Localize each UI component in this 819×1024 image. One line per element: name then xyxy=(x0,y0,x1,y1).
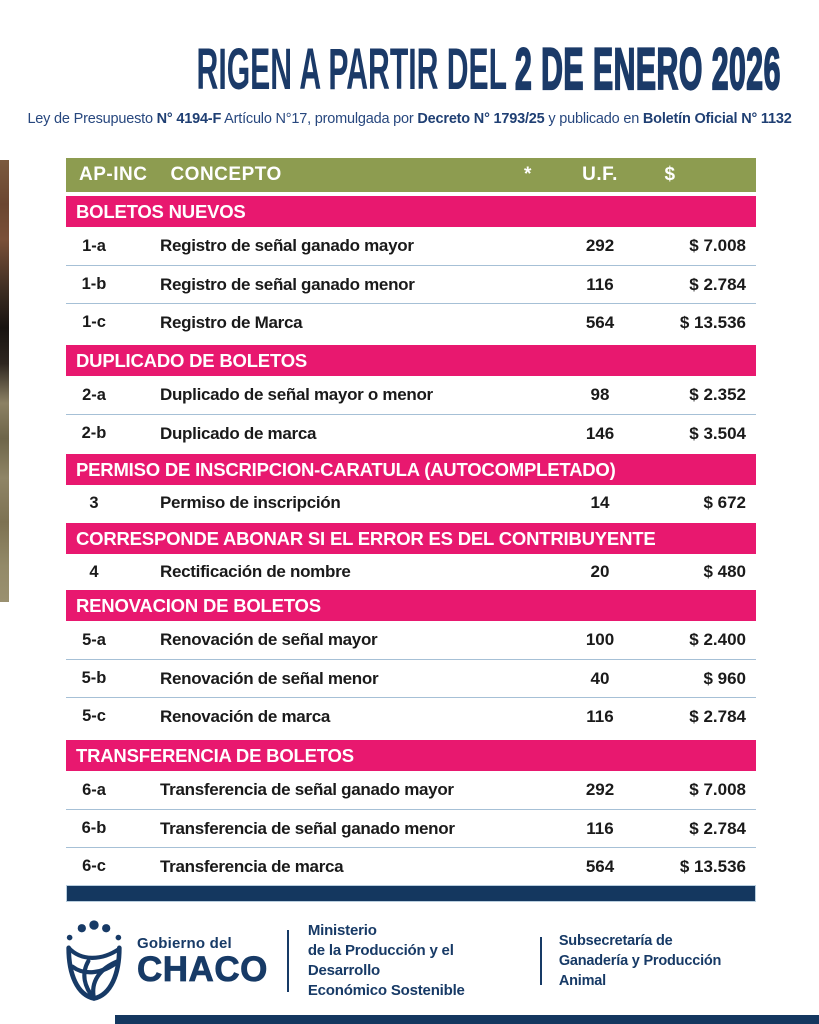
row-concept: Duplicado de marca xyxy=(160,423,317,443)
row-code: 1-c xyxy=(82,313,106,331)
row-code: 4 xyxy=(89,562,99,581)
row-uf-value: 14 xyxy=(590,493,610,512)
row-uf-value: 98 xyxy=(590,385,610,404)
subtitle-text: y publicado en xyxy=(544,111,643,127)
table-row xyxy=(66,809,756,847)
table-row xyxy=(66,621,756,659)
table-row xyxy=(66,414,756,452)
column-header-concepto: CONCEPTO xyxy=(170,164,282,185)
column-header-uf: U.F. xyxy=(582,164,618,185)
row-uf-value: 564 xyxy=(585,856,615,876)
footer-divider xyxy=(540,937,542,985)
ministry-line: Ministerio xyxy=(307,922,377,940)
row-concept: Renovación de marca xyxy=(160,706,331,726)
bulletin-number: Boletín Oficial N° 1132 xyxy=(642,111,792,127)
row-uf-value: 564 xyxy=(585,312,615,332)
row-code: 6-b xyxy=(81,819,107,837)
row-code: 6-a xyxy=(82,780,106,799)
table-row xyxy=(66,771,756,809)
table-row xyxy=(66,847,756,885)
row-concept: Transferencia de marca xyxy=(160,856,344,876)
row-code: 5-c xyxy=(82,707,106,725)
page-title-regular: RIGEN A PARTIR DEL xyxy=(196,37,515,102)
section-header-duplicado-boletos: DUPLICADO DE BOLETOS xyxy=(66,345,756,376)
row-price: $ 2.352 xyxy=(689,385,746,404)
section-rows xyxy=(66,376,756,452)
ministry-block xyxy=(308,921,521,1000)
row-uf-value: 292 xyxy=(585,780,615,799)
chaco-government-logo-icon xyxy=(64,919,124,1003)
legal-subtitle xyxy=(0,111,819,127)
row-price: $ 480 xyxy=(703,562,746,581)
tariff-table xyxy=(66,158,756,902)
footer-divider xyxy=(287,930,289,992)
subtitle-text: Artículo N°17, promulgada por xyxy=(221,111,418,127)
row-code: 2-a xyxy=(82,385,106,404)
row-price: $ 2.784 xyxy=(689,818,746,838)
table-row xyxy=(66,485,756,521)
subsecretaria-block xyxy=(559,931,763,992)
row-uf-value: 116 xyxy=(586,274,614,294)
page-title-date: 2 DE ENERO 2026 xyxy=(514,37,781,102)
table-row xyxy=(66,697,756,735)
row-code: 1-a xyxy=(82,236,106,255)
row-uf-value: 100 xyxy=(585,630,615,649)
subsecretaria-line: Ganadería y Producción Animal xyxy=(558,952,722,990)
law-number: N° 4194-F xyxy=(156,111,222,127)
row-code: 5-b xyxy=(81,669,107,687)
section-header-boletos-nuevos: BOLETOS NUEVOS xyxy=(66,196,756,227)
table-row xyxy=(66,227,756,265)
row-uf-value: 116 xyxy=(586,818,614,838)
table-row xyxy=(66,554,756,590)
row-uf-value: 20 xyxy=(590,562,610,581)
section-header-renovacion-boletos: RENOVACION DE BOLETOS xyxy=(66,590,756,621)
section-rows xyxy=(66,227,756,341)
logo-wordmark xyxy=(137,935,268,988)
background-photo-strip xyxy=(0,160,9,602)
section-rows xyxy=(66,554,756,590)
row-concept: Permiso de inscripción xyxy=(160,493,341,512)
row-code: 5-a xyxy=(82,630,106,649)
table-row xyxy=(66,659,756,697)
row-concept: Rectificación de nombre xyxy=(160,562,351,581)
row-code: 6-c xyxy=(82,857,106,875)
section-rows xyxy=(66,485,756,521)
row-concept: Renovación de señal menor xyxy=(160,668,379,688)
ministry-line: Económico Sostenible xyxy=(307,981,465,999)
section-rows xyxy=(66,771,756,885)
row-uf-value: 116 xyxy=(586,706,614,726)
row-price: $ 7.008 xyxy=(689,236,746,255)
section-header-transferencia-boletos: TRANSFERENCIA DE BOLETOS xyxy=(66,740,756,771)
footer xyxy=(64,916,763,1006)
row-price: $ 2.400 xyxy=(689,630,746,649)
column-header-star: * xyxy=(524,164,532,185)
row-price: $ 960 xyxy=(703,668,746,688)
row-concept: Transferencia de señal ganado mayor xyxy=(160,780,454,799)
subtitle-text: Ley de Presupuesto xyxy=(27,111,157,127)
row-uf-value: 292 xyxy=(585,236,615,255)
row-concept: Registro de señal ganado mayor xyxy=(160,236,414,255)
row-code: 3 xyxy=(89,493,99,512)
column-header-price: $ xyxy=(664,164,676,185)
row-concept: Duplicado de señal mayor o menor xyxy=(160,385,433,404)
table-row xyxy=(66,376,756,414)
column-header-ap-inc: AP-INC xyxy=(79,164,148,185)
row-concept: Transferencia de señal ganado menor xyxy=(160,818,455,838)
page-title xyxy=(196,37,781,102)
gobierno-del-label: Gobierno del xyxy=(137,934,232,952)
bottom-accent-bar xyxy=(115,1015,819,1024)
section-header-corresponde-abonar: CORRESPONDE ABONAR SI EL ERROR ES DEL CONTRIBUYENTE xyxy=(66,523,756,554)
row-price: $ 13.536 xyxy=(679,312,746,332)
section-header-permiso-inscripcion: PERMISO DE INSCRIPCION-CARATULA (AUTOCOMPLETADO) xyxy=(66,454,756,485)
row-uf-value: 146 xyxy=(585,423,615,443)
table-header-row xyxy=(66,158,756,192)
table-row xyxy=(66,265,756,303)
row-price: $ 672 xyxy=(703,493,746,512)
table-bottom-bar xyxy=(66,885,756,902)
chaco-wordmark: CHACO xyxy=(137,949,268,989)
row-concept: Registro de Marca xyxy=(160,312,303,332)
row-code: 2-b xyxy=(81,424,107,442)
ministry-line: de la Producción y el Desarrollo xyxy=(307,942,454,979)
row-concept: Registro de señal ganado menor xyxy=(160,274,415,294)
subsecretaria-line: Subsecretaría de xyxy=(558,932,673,949)
row-price: $ 2.784 xyxy=(689,706,746,726)
row-code: 1-b xyxy=(81,275,107,293)
row-price: $ 7.008 xyxy=(689,780,746,799)
row-price: $ 13.536 xyxy=(679,856,746,876)
row-price: $ 2.784 xyxy=(689,274,746,294)
row-uf-value: 40 xyxy=(590,668,610,688)
row-price: $ 3.504 xyxy=(689,423,746,443)
row-concept: Renovación de señal mayor xyxy=(160,630,378,649)
section-rows xyxy=(66,621,756,735)
decree-number: Decreto N° 1793/25 xyxy=(417,111,545,127)
table-row xyxy=(66,303,756,341)
